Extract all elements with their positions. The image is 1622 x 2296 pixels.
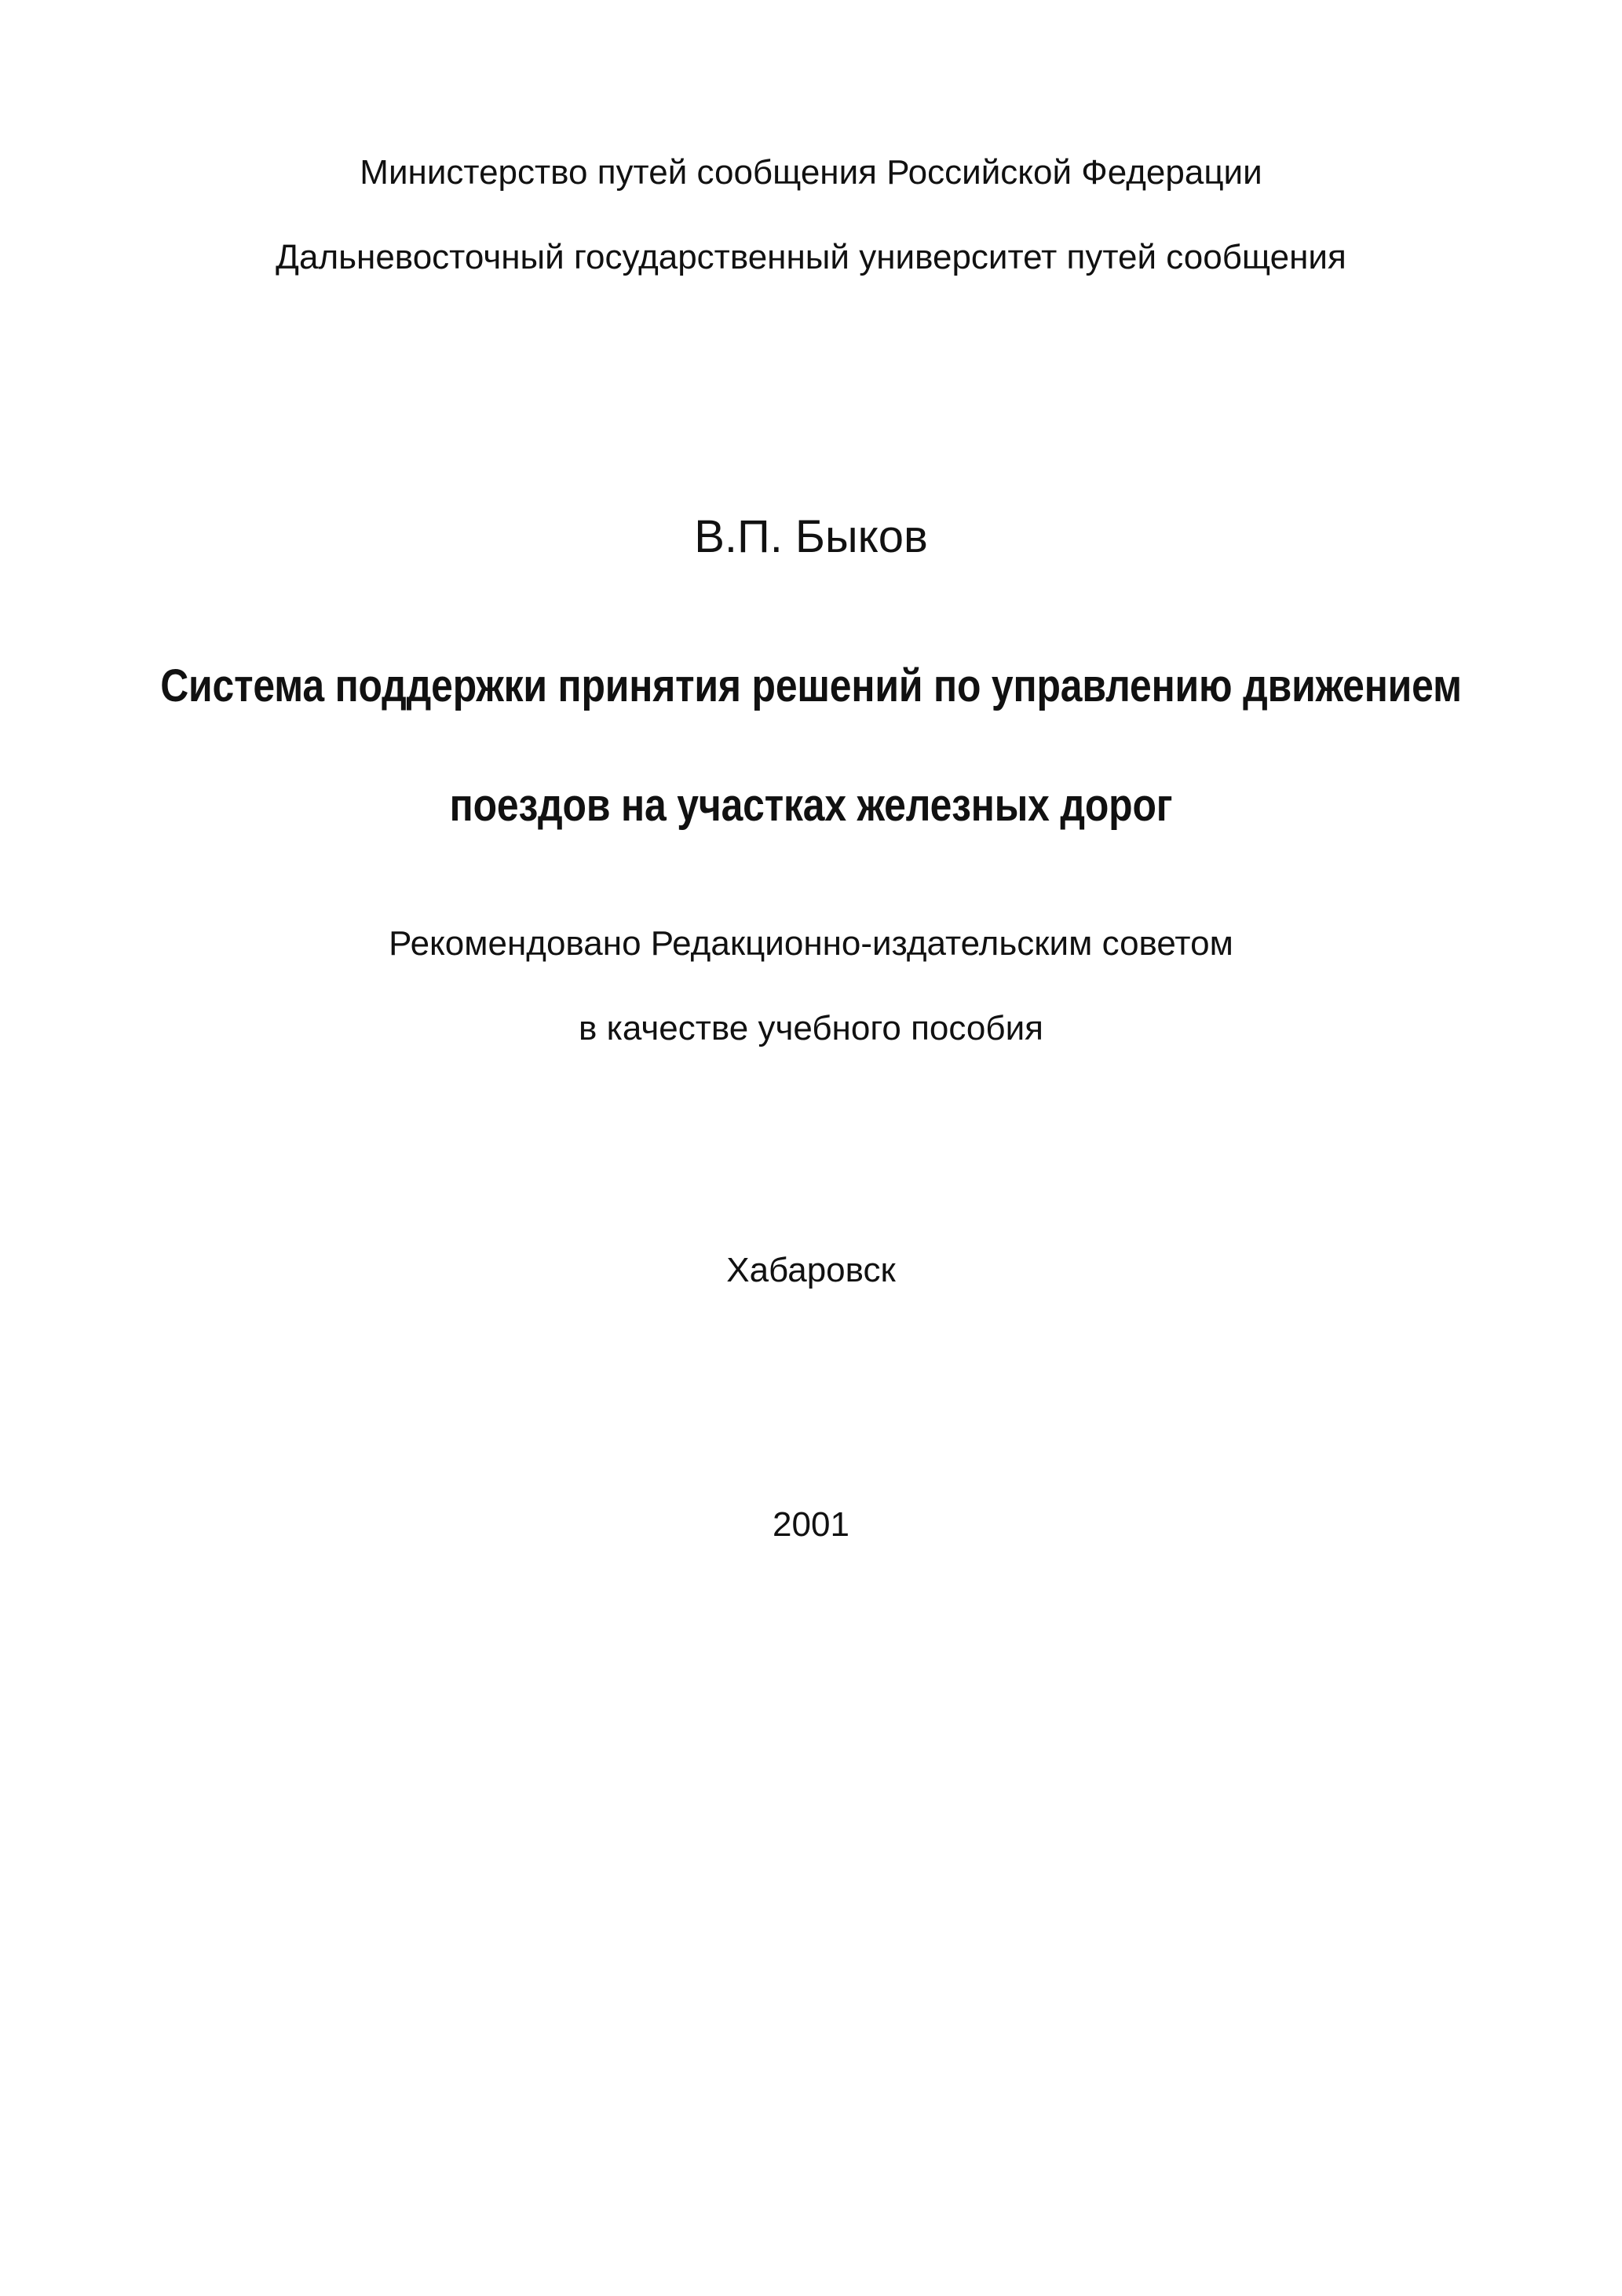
author-name: В.П. Быков	[694, 511, 928, 562]
ministry-name: Министерство путей сообщения Российской Федерации	[360, 153, 1262, 192]
book-title-line-1: Система поддержки принятия решений по управлению движением	[160, 660, 1462, 711]
recommendation-line-2: в качестве учебного пособия	[579, 1009, 1043, 1047]
university-name: Дальневосточный государственный университет путей сообщения	[276, 238, 1346, 276]
recommendation-line-1: Рекомендовано Редакционно-издательским советом	[389, 924, 1233, 963]
book-title-line-2: поездов на участках железных дорог	[449, 780, 1173, 831]
publication-year: 2001	[773, 1505, 849, 1544]
publication-city: Хабаровск	[726, 1251, 896, 1289]
